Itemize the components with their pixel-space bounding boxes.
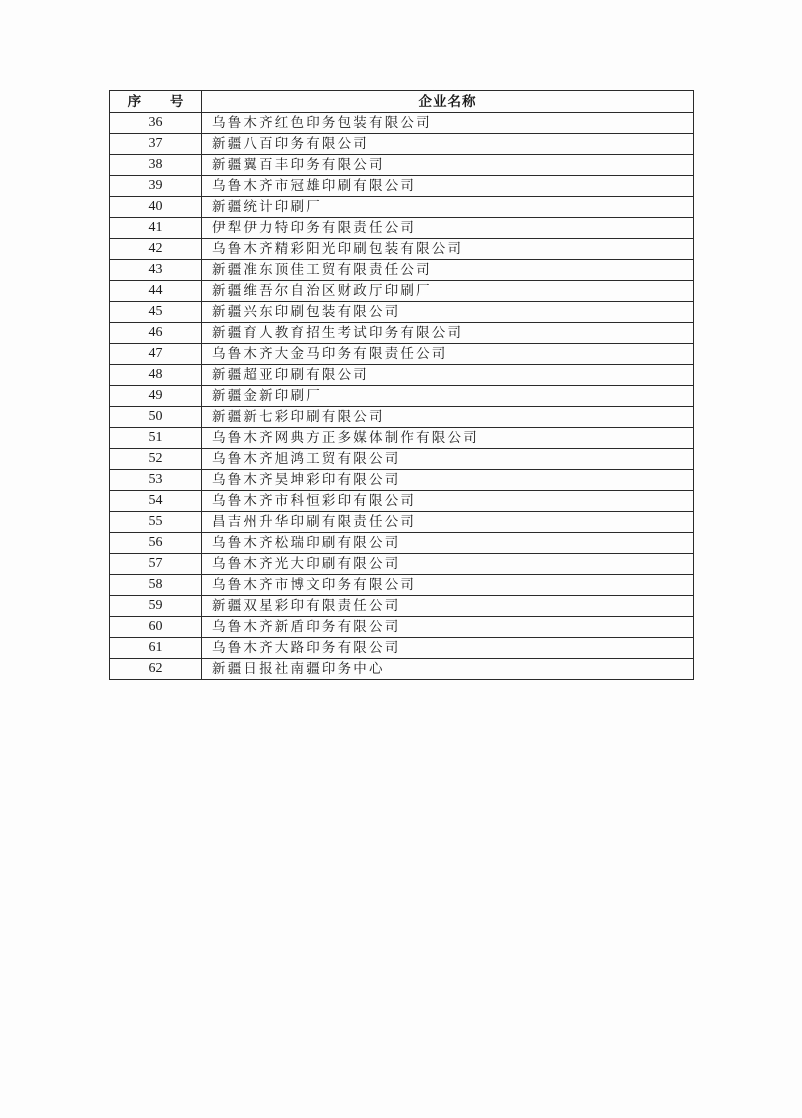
company-name: 新疆准东顶佳工贸有限责任公司 (202, 260, 694, 281)
table-row (110, 365, 694, 386)
row-number: 49 (110, 386, 202, 407)
table-row (110, 575, 694, 596)
row-number: 61 (110, 638, 202, 659)
company-name: 新疆超亚印刷有限公司 (202, 365, 694, 386)
row-number: 37 (110, 134, 202, 155)
company-name: 乌鲁木齐光大印刷有限公司 (202, 554, 694, 575)
row-number: 36 (110, 113, 202, 134)
row-number: 57 (110, 554, 202, 575)
table-row (110, 596, 694, 617)
table-row (110, 218, 694, 239)
row-number: 47 (110, 344, 202, 365)
row-number: 42 (110, 239, 202, 260)
row-number: 46 (110, 323, 202, 344)
table-row (110, 134, 694, 155)
company-name: 乌鲁木齐红色印务包装有限公司 (202, 113, 694, 134)
row-number: 40 (110, 197, 202, 218)
company-name: 新疆育人教育招生考试印务有限公司 (202, 323, 694, 344)
company-name: 新疆维吾尔自治区财政厅印刷厂 (202, 281, 694, 302)
header-number: 序 号 (110, 91, 202, 113)
table-row (110, 344, 694, 365)
company-name: 新疆统计印刷厂 (202, 197, 694, 218)
table-row (110, 428, 694, 449)
company-name: 新疆金新印刷厂 (202, 386, 694, 407)
company-name: 新疆兴东印刷包装有限公司 (202, 302, 694, 323)
table-row (110, 302, 694, 323)
table-row (110, 638, 694, 659)
row-number: 54 (110, 491, 202, 512)
table-row (110, 491, 694, 512)
company-name: 新疆翼百丰印务有限公司 (202, 155, 694, 176)
header-company-name: 企业名称 (202, 91, 694, 113)
company-name: 乌鲁木齐新盾印务有限公司 (202, 617, 694, 638)
table-row (110, 260, 694, 281)
company-name: 乌鲁木齐精彩阳光印刷包装有限公司 (202, 239, 694, 260)
row-number: 55 (110, 512, 202, 533)
row-number: 43 (110, 260, 202, 281)
row-number: 56 (110, 533, 202, 554)
table-row (110, 407, 694, 428)
table-body (110, 113, 694, 680)
table-row (110, 512, 694, 533)
table-row (110, 554, 694, 575)
row-number: 44 (110, 281, 202, 302)
table-header-row (110, 91, 694, 113)
row-number: 38 (110, 155, 202, 176)
company-name: 乌鲁木齐市冠雄印刷有限公司 (202, 176, 694, 197)
row-number: 58 (110, 575, 202, 596)
company-name: 乌鲁木齐大金马印务有限责任公司 (202, 344, 694, 365)
company-name: 新疆新七彩印刷有限公司 (202, 407, 694, 428)
table-row (110, 617, 694, 638)
company-name: 新疆双星彩印有限责任公司 (202, 596, 694, 617)
company-name: 乌鲁木齐松瑞印刷有限公司 (202, 533, 694, 554)
table-row (110, 533, 694, 554)
row-number: 45 (110, 302, 202, 323)
row-number: 41 (110, 218, 202, 239)
table-row (110, 197, 694, 218)
company-name: 伊犁伊力特印务有限责任公司 (202, 218, 694, 239)
company-name: 乌鲁木齐网典方正多媒体制作有限公司 (202, 428, 694, 449)
row-number: 62 (110, 659, 202, 680)
row-number: 50 (110, 407, 202, 428)
table-row (110, 449, 694, 470)
company-name: 乌鲁木齐旭鸿工贸有限公司 (202, 449, 694, 470)
company-name: 乌鲁木齐大路印务有限公司 (202, 638, 694, 659)
table-row (110, 239, 694, 260)
company-name: 乌鲁木齐市博文印务有限公司 (202, 575, 694, 596)
company-name: 新疆日报社南疆印务中心 (202, 659, 694, 680)
row-number: 53 (110, 470, 202, 491)
company-name: 新疆八百印务有限公司 (202, 134, 694, 155)
row-number: 60 (110, 617, 202, 638)
table-row (110, 176, 694, 197)
row-number: 48 (110, 365, 202, 386)
company-name: 乌鲁木齐昊坤彩印有限公司 (202, 470, 694, 491)
table-row (110, 386, 694, 407)
table-row (110, 155, 694, 176)
table-row (110, 113, 694, 134)
table-row (110, 281, 694, 302)
company-name: 昌吉州升华印刷有限责任公司 (202, 512, 694, 533)
company-name: 乌鲁木齐市科恒彩印有限公司 (202, 491, 694, 512)
table-row (110, 470, 694, 491)
row-number: 59 (110, 596, 202, 617)
table-row (110, 323, 694, 344)
table-row (110, 659, 694, 680)
company-list-table (109, 90, 694, 680)
row-number: 52 (110, 449, 202, 470)
row-number: 39 (110, 176, 202, 197)
row-number: 51 (110, 428, 202, 449)
